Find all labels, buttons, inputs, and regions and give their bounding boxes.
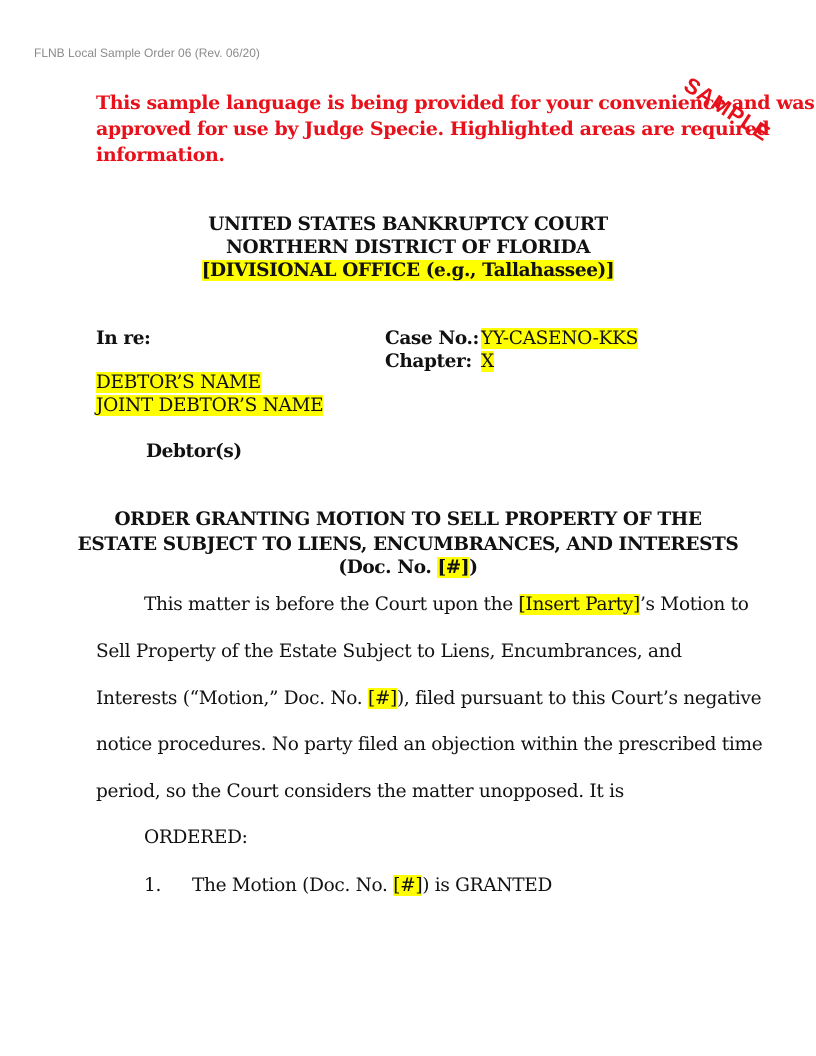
order-title-line-3 — [0, 557, 816, 578]
debtor-name: DEBTOR’S NAME — [96, 372, 261, 393]
sample-stamp: SAMPLE — [679, 72, 776, 147]
body-text: The Motion (Doc. No. — [192, 875, 394, 896]
body-text: Interests (“Motion,” Doc. No. — [96, 688, 368, 709]
ordered-label: ORDERED: — [144, 827, 248, 848]
order-title-line-1: ORDER GRANTING MOTION TO SELL PROPERTY OF THE — [114, 509, 702, 530]
notice-line-2: approved for use by Judge Specie. Highlighted areas are required — [96, 118, 770, 140]
doc-no-placeholder: [#] — [393, 875, 423, 896]
doc-no-close: ) — [469, 557, 478, 578]
body-line-3 — [96, 688, 761, 709]
body-text: ) is GRANTED — [422, 875, 553, 896]
party-placeholder: [Insert Party] — [518, 594, 640, 615]
chapter-value: X — [481, 351, 494, 372]
doc-no-placeholder: [#] — [437, 557, 470, 578]
doc-no-placeholder: [#] — [367, 688, 397, 709]
doc-no-label: (Doc. No. — [338, 557, 438, 578]
court-district: NORTHERN DISTRICT OF FLORIDA — [225, 237, 591, 258]
court-division — [0, 260, 816, 281]
item-1 — [192, 875, 552, 896]
body-line-4: notice procedures. No party filed an objection within the prescribed time — [96, 734, 763, 755]
order-title-line-2: ESTATE SUBJECT TO LIENS, ENCUMBRANCES, AND INTERESTS — [77, 534, 739, 555]
item-1-number: 1. — [144, 875, 162, 896]
body-line-1 — [144, 594, 749, 615]
court-name: UNITED STATES BANKRUPTCY COURT — [208, 214, 608, 235]
body-text: ), filed pursuant to this Court’s negative — [396, 688, 762, 709]
in-re-label: In re: — [96, 328, 151, 349]
body-line-5: period, so the Court considers the matter unopposed. It is — [96, 781, 624, 802]
document-header: FLNB Local Sample Order 06 (Rev. 06/20) — [34, 46, 260, 60]
division-placeholder: [DIVISIONAL OFFICE (e.g., Tallahassee)] — [201, 260, 615, 281]
joint-debtor-name: JOINT DEBTOR’S NAME — [96, 395, 324, 416]
chapter-label: Chapter: — [385, 351, 472, 372]
debtors-label: Debtor(s) — [146, 441, 242, 462]
case-no-value: YY-CASENO-KKS — [481, 328, 639, 349]
body-text: This matter is before the Court upon the — [144, 594, 519, 615]
notice-line-3: information. — [96, 144, 225, 166]
body-line-2: Sell Property of the Estate Subject to Liens, Encumbrances, and — [96, 641, 682, 662]
notice-line-1: This sample language is being provided for your convenience and was — [96, 92, 815, 114]
case-no-label: Case No.: — [385, 328, 479, 349]
body-text: ’s Motion to — [639, 594, 749, 615]
